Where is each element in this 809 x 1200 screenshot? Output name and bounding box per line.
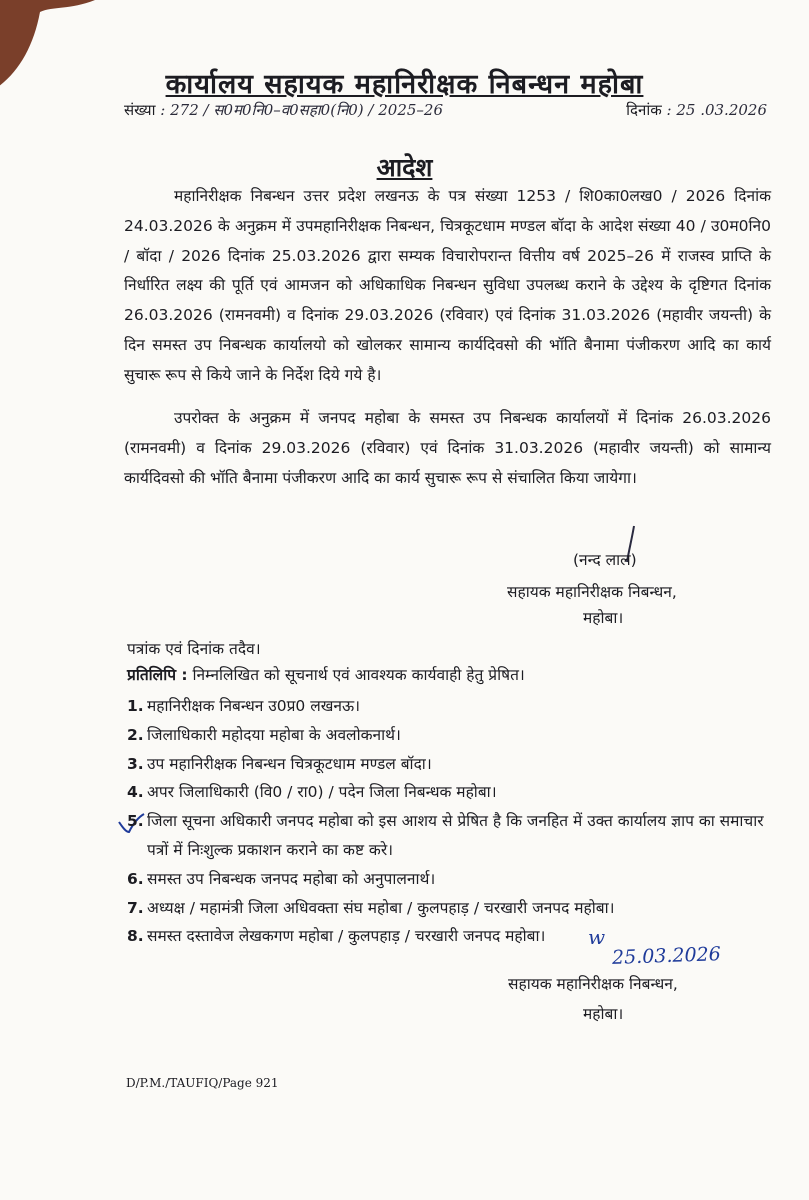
signatory-place: महोबा। <box>583 609 624 627</box>
list-item: 8. समस्त दस्तावेज लेखकगण महोबा / कुलपहाड़ / चरखारी जनपद महोबा। <box>127 927 546 946</box>
signatory-designation-2: सहायक महानिरीक्षक निबन्धन, <box>508 975 678 993</box>
patrank-line: पत्रांक एवं दिनांक तदैव। <box>127 640 261 658</box>
date-label: दिनांक <box>626 101 662 119</box>
list-item: 2. जिलाधिकारी महोदया महोबा के अवलोकनार्थ। <box>127 725 401 744</box>
handwritten-date: 25.03.2026 <box>611 943 722 969</box>
distribution-list <box>127 692 767 951</box>
date-value: : 25 .03.2026 <box>666 101 767 119</box>
handwritten-initials: w <box>588 925 606 949</box>
list-item: 5. जिला सूचना अधिकारी जनपद महोबा को इस आशय से प्रेषित है कि जनहित में उक्त कार्यालय ज्ञाप का समाचार पत्रों में निःशुल्क प्रकाशन कराने का कष्ट करे। <box>127 807 767 865</box>
list-item: 3. उप महानिरीक्षक निबन्धन चित्रकूटधाम मण्डल बॉदा। <box>127 754 432 773</box>
list-item: 1. महानिरीक्षक निबन्धन उ0प्र0 लखनऊ। <box>127 697 361 715</box>
reference-number <box>124 100 443 120</box>
copy-label: प्रतिलिपि : <box>127 666 188 684</box>
signatory-place-2: महोबा। <box>583 1005 624 1023</box>
signatory-name: (नन्द लाल) <box>573 551 637 569</box>
list-item: 7. अध्यक्ष / महामंत्री जिला अधिवक्ता संघ महोबा / कुलपहाड़ / चरखारी जनपद महोबा। <box>127 898 615 917</box>
order-paragraph-2: उपरोक्त के अनुक्रम में जनपद महोबा के समस्त उप निबन्धक कार्यालयों में दिनांक 26.03.2026 (रामनवमी) व दिनांक 29.03.2026 (रविवार) एवं दिनांक 31.03.2026 (महावीर जयन्ती) को सामान्य कार्यदिवसो की भॉति बैनामा पंजीकरण आदि का कार्य सुचारू रूप से संचालित किया जायेगा। <box>124 409 771 487</box>
copy-text: निम्नलिखित को सूचनार्थ एवं आवश्यक कार्यवाही हेतु प्रेषित। <box>192 666 525 684</box>
reference-date <box>626 100 767 120</box>
ref-label: संख्या <box>124 101 156 119</box>
signatory-designation: सहायक महानिरीक्षक निबन्धन, <box>507 583 677 601</box>
reference-line <box>124 100 767 130</box>
list-item: 6. समस्त उप निबन्धक जनपद महोबा को अनुपालनार्थ। <box>127 869 436 888</box>
order-title: आदेश <box>376 153 433 182</box>
office-title: कार्यालय सहायक महानिरीक्षक निबन्धन महोबा <box>165 69 644 100</box>
order-paragraph-1: महानिरीक्षक निबन्धन उत्तर प्रदेश लखनऊ के पत्र संख्या 1253 / शि0का0लख0 / 2026 दिनांक 24.03.2026 के अनुक्रम में उपमहानिरीक्षक निबन्धन, चित्रकूटधाम मण्डल बॉदा के आदेश संख्या 40 / उ0म0नि0 / बॉदा / 2026 दिनांक 25.03.2026 द्वारा सम्यक विचारोपरान्त वित्तीय वर्ष 2025–26 में राजस्व प्राप्ति के निर्धारित लक्ष्य की पूर्ति एवं आमजन को अधिकाधिक निबन्धन सुविधा उपलब्ध कराने के उद्देश्य के दृष्टिगत दिनांक 26.03.2026 (रामनवमी) व दिनांक 29.03.2026 (रविवार) एवं दिनांक 31.03.2026 (महावीर जयन्ती) के दिन समस्त उप निबन्धक कार्यालयो को खोलकर सामान्य कार्यदिवसो की भॉति बैनामा पंजीकरण आदि का कार्य सुचारू रूप से किये जाने के निर्देश दिये गये है। <box>124 187 771 384</box>
copy-line <box>127 663 525 685</box>
list-item: 4. अपर जिलाधिकारी (वि0 / रा0) / पदेन जिला निबन्धक महोबा। <box>127 783 497 802</box>
ref-number: : 272 / स0म0नि0–व0सहा0(नि0) / 2025–26 <box>160 101 444 119</box>
footer-reference: D/P.M./TAUFIQ/Page 921 <box>126 1076 279 1090</box>
